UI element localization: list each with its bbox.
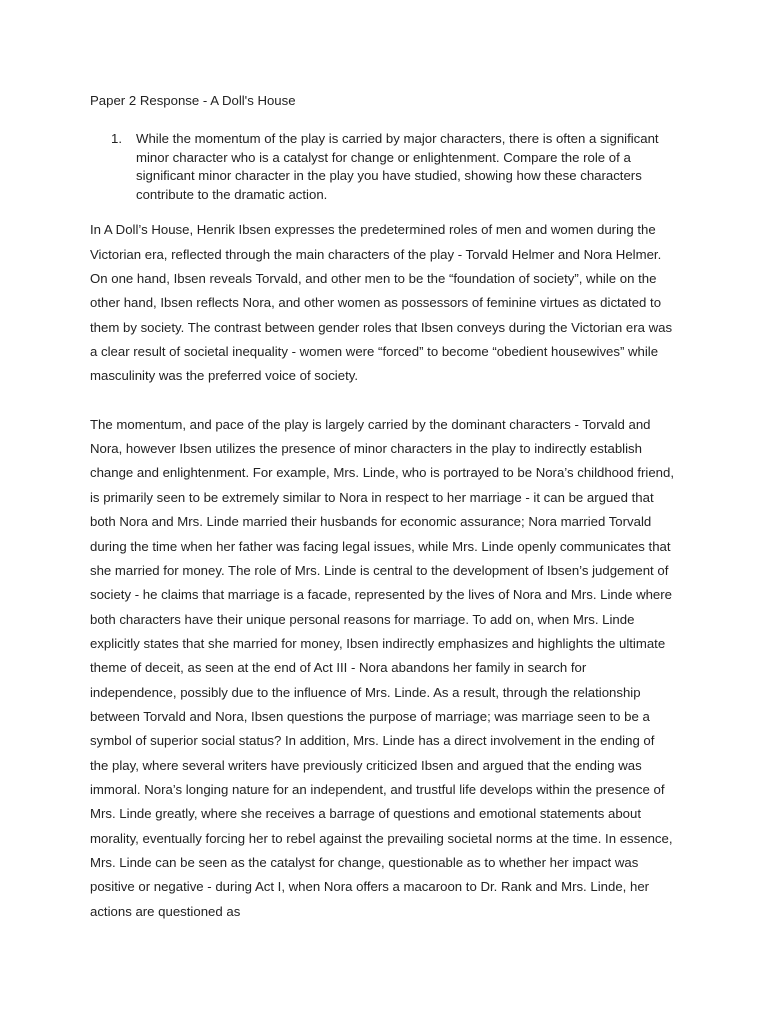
document-title: Paper 2 Response - A Doll's House (90, 93, 296, 108)
question-text: While the momentum of the play is carried by major characters, there is often a significant minor character who is a catalyst for change or enlightenment. Compare the role of a significant minor character in the play you have studied, showing how these characters contribute to the dramatic action. (136, 131, 659, 202)
body-paragraph-intro: In A Doll’s House, Henrik Ibsen expresses the predetermined roles of men and women during the Victorian era, reflected through the main characters of the play - Torvald Helmer and Nora Helmer. On one hand, Ibsen reveals Torvald, and other men to be the “foundation of society”, while on the other hand, Ibsen reflects Nora, and other women as possessors of feminine virtues as dictated to them by society. The contrast between gender roles that Ibsen conveys during the Victorian era was a clear result of societal inequality - women were “forced” to become “obedient housewives” while masculinity was the preferred voice of society. (90, 222, 673, 384)
question-number: 1. (111, 131, 122, 146)
essay-question (90, 130, 674, 204)
body-paragraph-main: The momentum, and pace of the play is largely carried by the dominant characters - Torvald and Nora, however Ibsen utilizes the presence of minor characters in the play to indirectly establish change and enlightenment. For example, Mrs. Linde, who is portrayed to be Nora’s childhood friend, is primarily seen to be extremely similar to Nora in respect to her marriage - it can be argued that both Nora and Mrs. Linde married their husbands for economic assurance; Nora married Torvald during the time when her father was facing legal issues, while Mrs. Linde openly communicates that she married for money. The role of Mrs. Linde is central to the development of Ibsen’s judgement of society - he claims that marriage is a facade, represented by the lives of Nora and Mrs. Linde where both characters have their unique personal reasons for marriage. To add on, when Mrs. Linde explicitly states that she married for money, Ibsen indirectly emphasizes and highlights the ultimate theme of deceit, as seen at the end of Act III - Nora abandons her family in search for independence, possibly due to the influence of Mrs. Linde. As a result, through the relationship between Torvald and Nora, Ibsen questions the purpose of marriage; was marriage seen to be a symbol of superior social status? In addition, Mrs. Linde has a direct involvement in the ending of the play, where several writers have previously criticized Ibsen and argued that the ending was immoral. Nora’s longing nature for an independent, and trustful life develops within the presence of Mrs. Linde greatly, where she receives a barrage of questions and emotional statements about morality, eventually forcing her to rebel against the prevailing societal norms at the time. In essence, Mrs. Linde can be seen as the catalyst for change, questionable as to whether her impact was positive or negative - during Act I, when Nora offers a macaroon to Dr. Rank and Mrs. Linde, her actions are questioned as (90, 416, 675, 919)
document-page (90, 92, 674, 924)
